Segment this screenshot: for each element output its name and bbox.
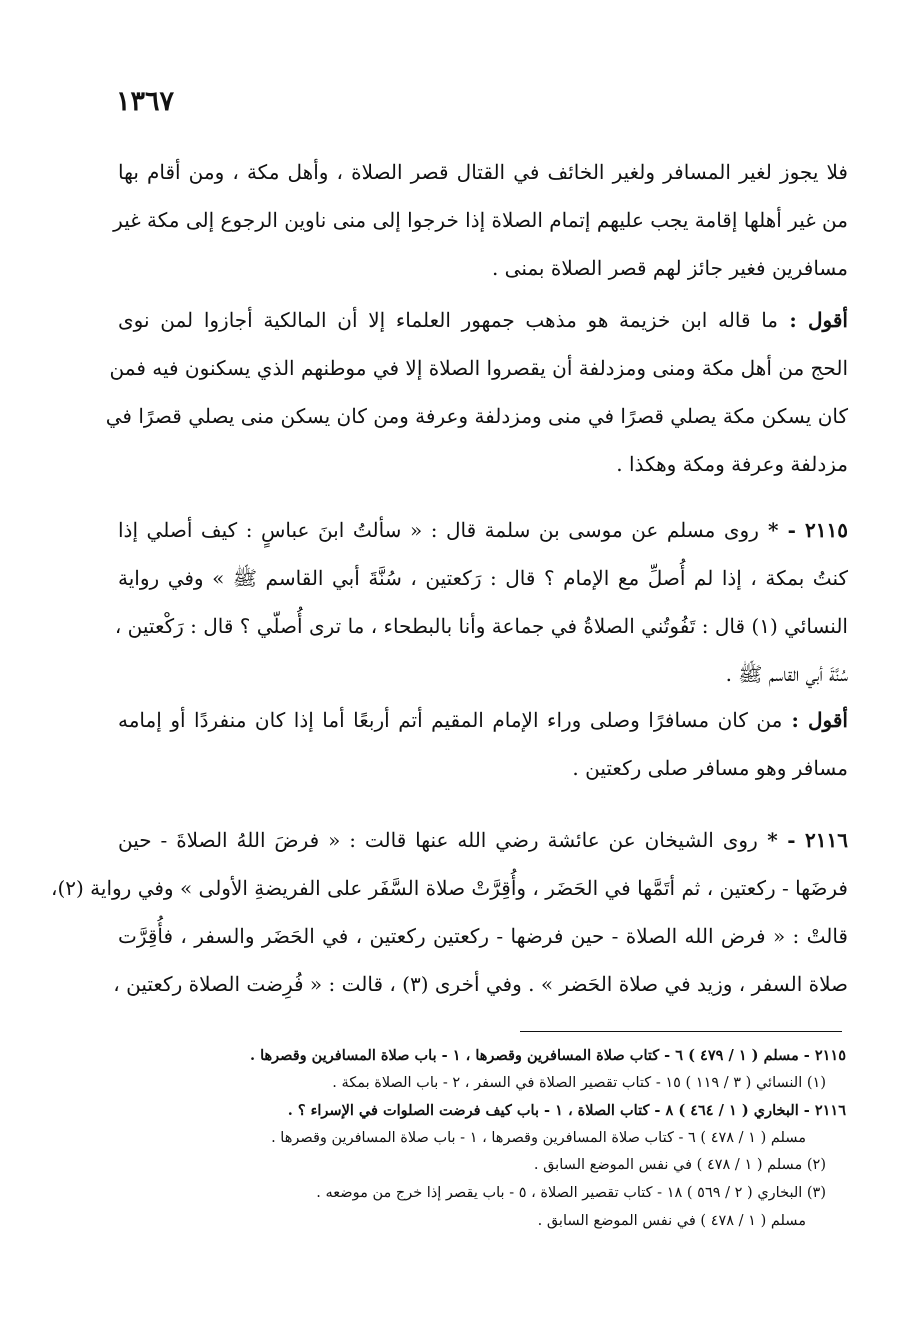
paragraph-line: مسافر وهو مسافر صلى ركعتين . (572, 756, 848, 780)
paragraph-text: ما قاله ابن خزيمة هو مذهب جمهور العلماء إلا أن المالكية أجازوا لمن نوى (118, 308, 779, 332)
footnote: (٢) مسلم ( ١ / ٤٧٨ ) في نفس الموضع السابق . (533, 1157, 826, 1174)
hadith-2115 (114, 506, 848, 698)
paragraph-line: صلاة السفر ، وزيد في صلاة الحَضر » . وفي أخرى (٣) ، قالت : « فُرِضت الصلاة ركعتين ، (113, 972, 848, 996)
paragraph-line (118, 506, 848, 554)
page-number: ١٣٦٧ (115, 86, 174, 117)
paragraph-line (118, 296, 848, 344)
paragraph-line: فرضَها - ركعتين ، ثم أتَمَّها في الحَضَر ، وأُقِرَّتْ صلاة السَّفَر على الفريضةِ الأولى » وفي رواية (٢)، (51, 876, 848, 900)
paragraph-2 (105, 296, 848, 488)
hadith-number: ٢١١٦ - * (757, 828, 849, 852)
paragraph-line: مزدلفة وعرفة ومكة وهكذا . (616, 452, 848, 476)
footnote: (٣) البخاري ( ٢ / ٥٦٩ ) ١٨ - كتاب تقصير الصلاة ، ٥ - باب يقصر إذا خرج من موضعه . (316, 1184, 826, 1201)
hadith-2116 (51, 816, 849, 1008)
footnote: مسلم ( ١ / ٤٧٨ ) في نفس الموضع السابق . (537, 1212, 806, 1229)
paragraph-line (118, 696, 848, 744)
paragraph-1 (113, 148, 848, 292)
footnotes (118, 1042, 846, 1235)
paragraph-line: مسافرين فغير جائز لهم قصر الصلاة بمنى . (491, 256, 848, 280)
footnote: (١) النسائي ( ٣ / ١١٩ ) ١٥ - كتاب تقصير الصلاة في السفر ، ٢ - باب الصلاة بمكة . (332, 1074, 826, 1091)
paragraph-line: النسائي (١) قال : تَفُوتُني الصلاةُ في جماعة وأنا بالبطحاء ، ما ترى أُصلّي ؟ قال : رَكْعتين ، (114, 614, 848, 638)
paragraph-text: روى الشيخان عن عائشة رضي الله عنها قالت : « فرضَ اللهُ الصلاةَ - حين (118, 828, 758, 852)
footnote: ٢١١٦ - البخاري ( ١ / ٤٦٤ ) ٨ - كتاب الصلاة ، ١ - باب كيف فرضت الصلوات في الإسراء ؟ . (287, 1102, 846, 1120)
footnote: ٢١١٥ - مسلم ( ١ / ٤٧٩ ) ٦ - كتاب صلاة المسافرين وقصرها ، ١ - باب صلاة المسافرين وقصرها . (249, 1047, 846, 1064)
paragraph-line: الحج من أهل مكة ومنى ومزدلفة أن يقصروا الصلاة إلا في موطنهم الذي يسكنون فيه فمن (109, 356, 848, 380)
paragraph-line: فلا يجوز لغير المسافر ولغير الخائف في القتال قصر الصلاة ، وأهل مكة ، ومن أقام بها (118, 160, 848, 184)
paragraph-line: من غير أهلها إقامة يجب عليهم إتمام الصلاة إذا خرجوا إلى منى ناوين الرجوع إلى مكة غير (113, 208, 848, 232)
paragraph-4 (118, 696, 848, 792)
paragraph-line: كان يسكن مكة يصلي قصرًا في منى ومزدلفة وعرفة ومن كان يسكن منى يصلي قصرًا في (105, 404, 848, 428)
paragraph-lead: أقول : (778, 308, 848, 332)
paragraph-lead: أقول : (782, 708, 848, 732)
footnote: مسلم ( ١ / ٤٧٨ ) ٦ - كتاب صلاة المسافرين وقصرها ، ١ - باب صلاة المسافرين وقصرها . (271, 1129, 806, 1146)
footnote-divider (520, 1031, 842, 1032)
paragraph-line (118, 816, 848, 864)
paragraph-line: سُنَّةَ أبي القاسم ﷺ . (725, 662, 848, 686)
paragraph-line: كنتُ بمكة ، إذا لم أُصلِّ مع الإمام ؟ قال : رَكعتين ، سُنَّةَ أبي القاسم ﷺ » وفي رواية (118, 566, 848, 590)
hadith-number: ٢١١٥ - * (758, 518, 848, 542)
paragraph-text: من كان مسافرًا وصلى وراء الإمام المقيم أتم أربعًا أما إذا كان منفردًا أو إمامه (118, 708, 783, 732)
paragraph-line: قالتْ : « فرض الله الصلاة - حين فرضها - ركعتين ركعتين ، في الحَضَر والسفر ، فأُقِرَّت (118, 924, 848, 948)
paragraph-text: روى مسلم عن موسى بن سلمة قال : « سألتُ ابنَ عباسٍ : كيف أصلي إذا (118, 518, 759, 542)
